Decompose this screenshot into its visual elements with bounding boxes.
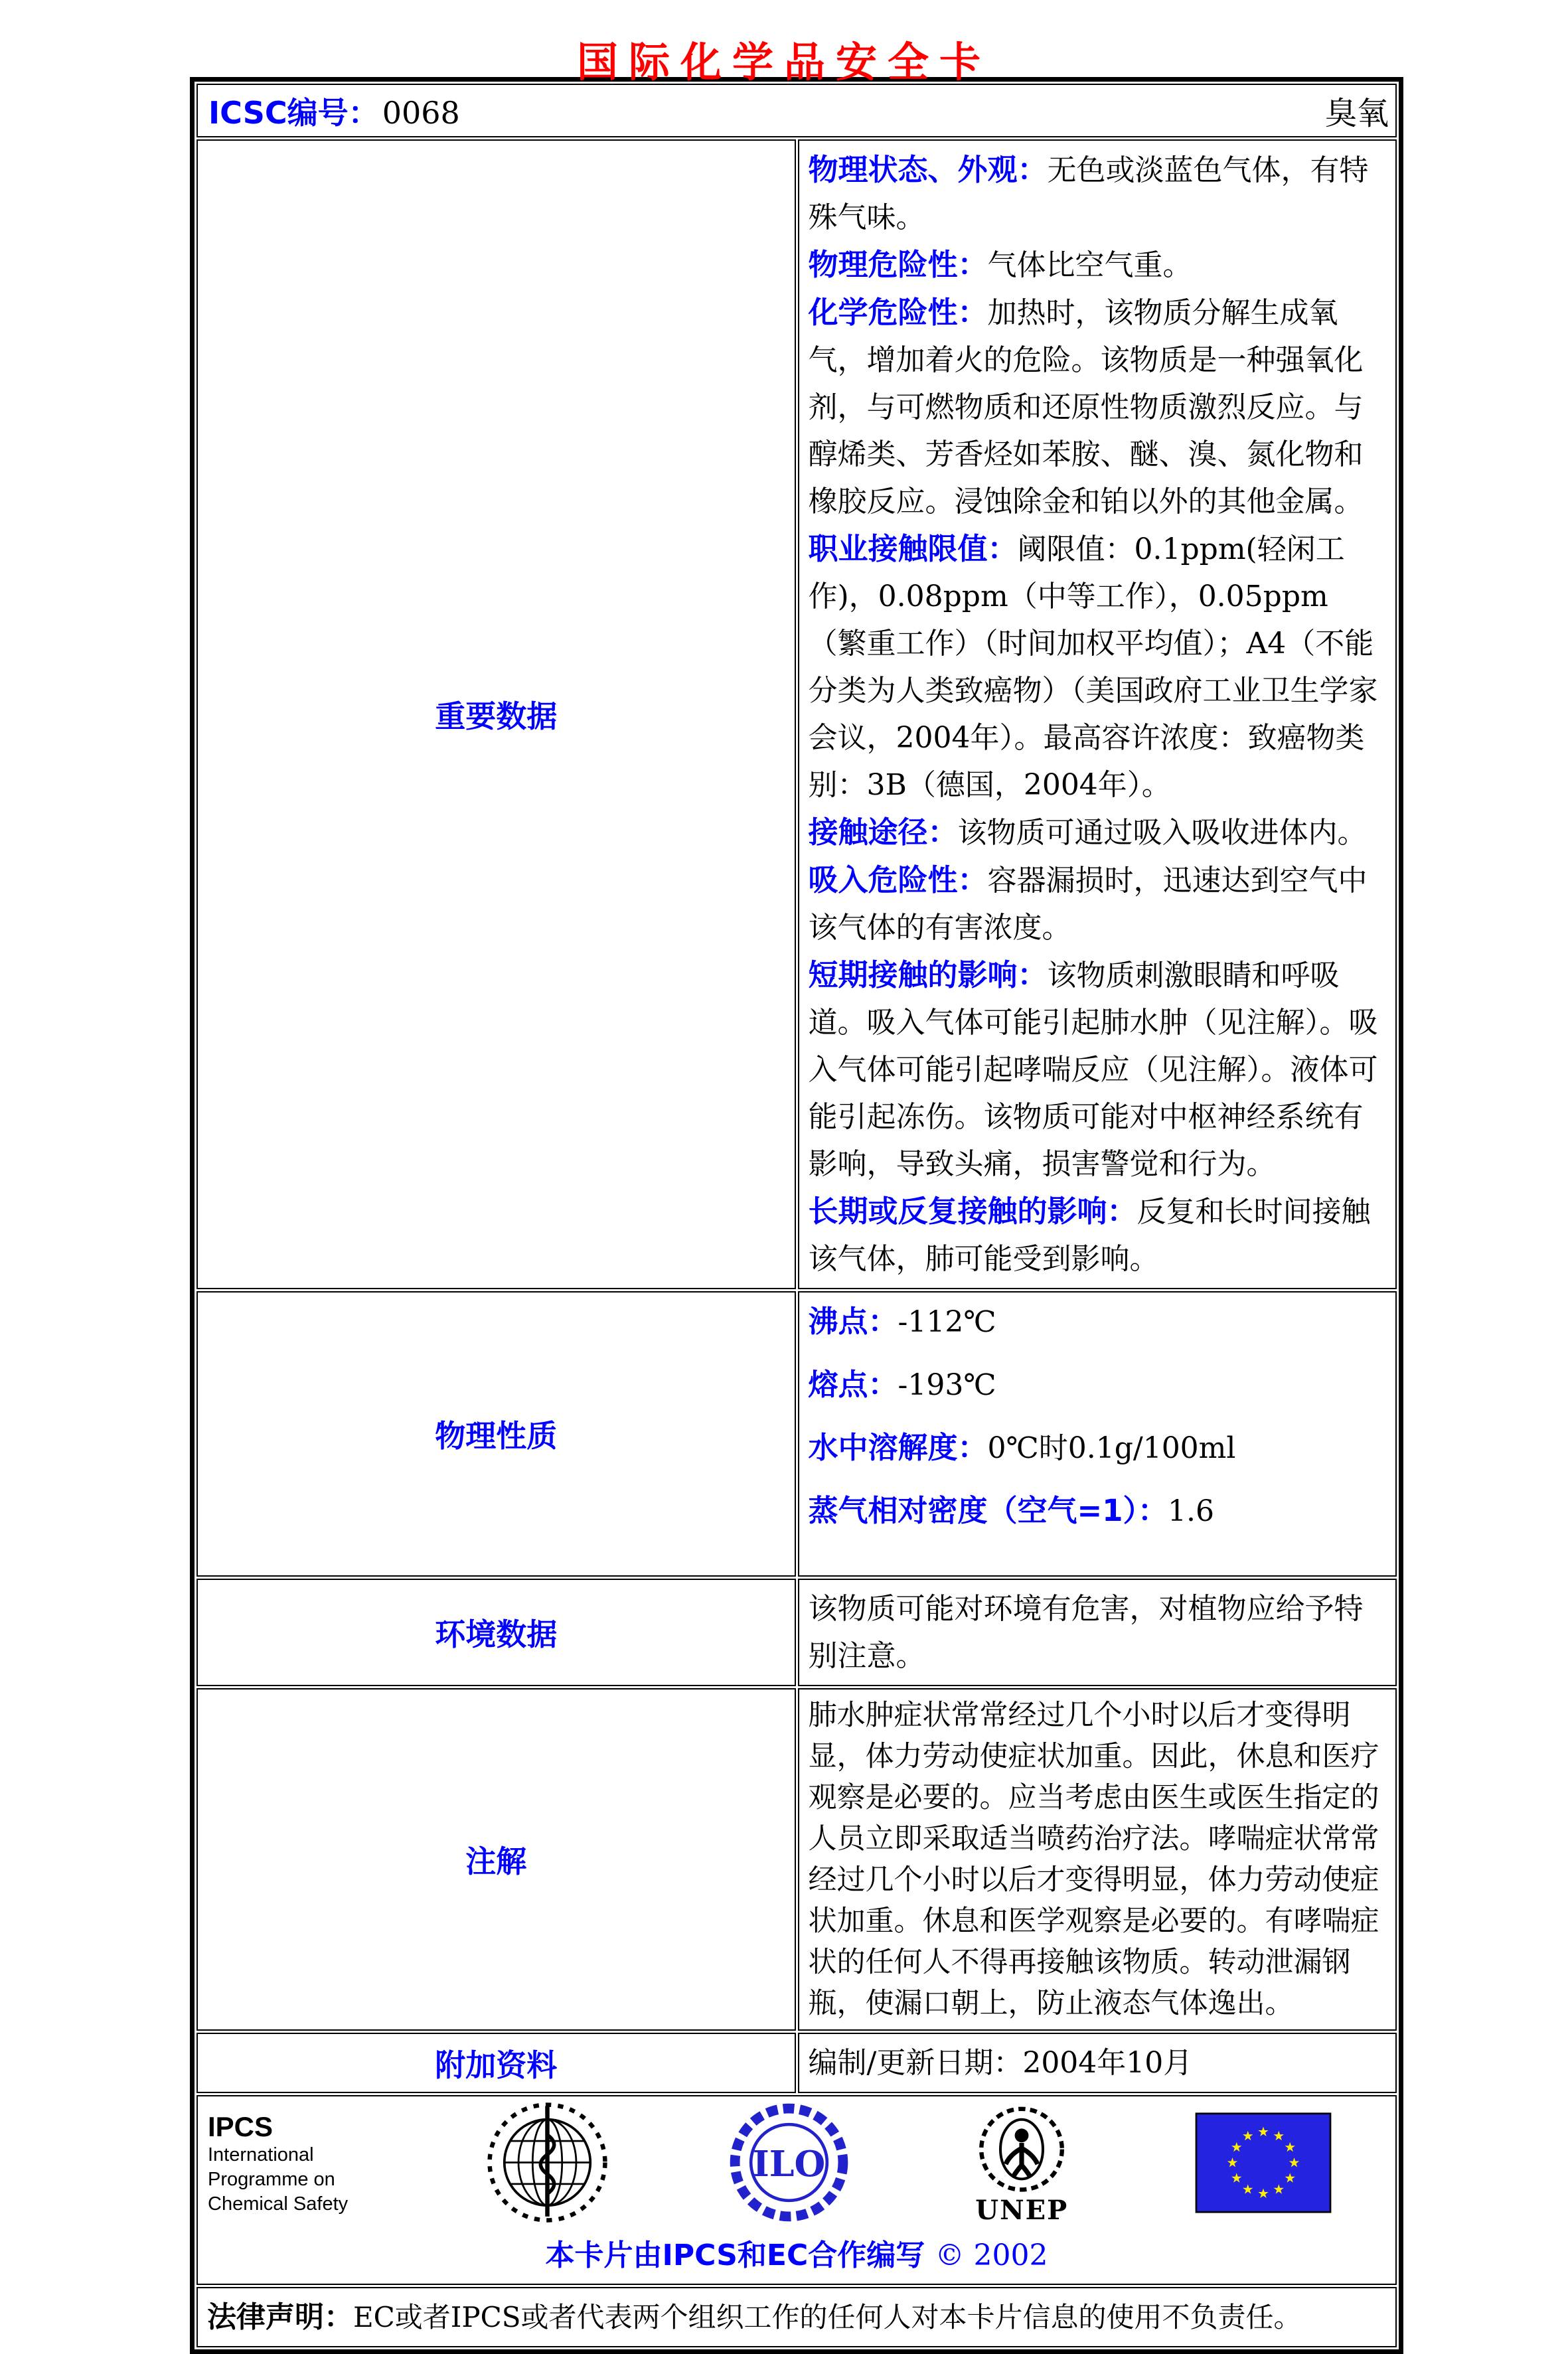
phys-item-vapor-density (809, 1487, 1385, 1535)
important-data-content (798, 139, 1397, 1289)
ipcs-title: IPCS (208, 2111, 274, 2142)
field-label: 职业接触限值： (808, 531, 1018, 566)
field-label: 水中溶解度： (808, 1430, 988, 1465)
field-text: 容器漏损时，迅速达到空气中该气体的有害浓度。 (808, 864, 1368, 945)
unep-logo-label: UNEP (975, 2194, 1069, 2226)
field-label: 蒸气相对密度（空气=1）： (808, 1493, 1168, 1528)
important-item-long-term-effects (809, 1188, 1385, 1283)
logos-row (196, 2095, 1397, 2285)
field-text: -193℃ (898, 1368, 996, 1402)
icsc-number-label: ICSC编号： (208, 94, 379, 131)
field-label: 短期接触的影响： (808, 957, 1048, 992)
legal-label: 法律声明： (207, 2300, 353, 2334)
ipcs-subtitle-line2: Programme on (208, 2169, 335, 2190)
field-label: 化学危险性： (808, 295, 988, 330)
notes-row (196, 1688, 1397, 2031)
ipcs-subtitle-line1: International (208, 2144, 314, 2165)
icsc-number-value: 0068 (382, 94, 460, 131)
credit-year: © 2002 (935, 2238, 1048, 2272)
field-text: 该物质刺激眼睛和呼吸道。吸入气体可能引起肺水肿（见注解）。吸入气体可能引起哮喘反应（见注解）。液体可能引起冻伤。该物质可能对中枢神经系统有影响，导致头痛，损害警觉和行为。 (808, 959, 1378, 1181)
field-text: 该物质可能对环境有危害，对植物应给予特别注意。 (808, 1592, 1364, 1673)
page-title: 国际化学品安全卡 (576, 38, 991, 86)
icsc-number-group (208, 89, 460, 133)
field-text: 无色或淡蓝色气体，有特殊气味。 (808, 153, 1369, 234)
important-item-exposure-limits (809, 525, 1385, 809)
credit-line (201, 2231, 1392, 2279)
phys-item-water-solubility (809, 1424, 1385, 1472)
environmental-data-content (798, 1579, 1397, 1686)
phys-item-boiling-point (809, 1298, 1385, 1346)
field-text: 0℃时0.1g/100ml (987, 1431, 1236, 1465)
field-label: 接触途径： (808, 815, 958, 850)
header-row (196, 84, 1397, 137)
field-text: 编制/更新日期：2004年10月 (808, 2046, 1193, 2080)
legal-text: EC或者IPCS或者代表两个组织工作的任何人对本卡片信息的使用不负责任。 (353, 2301, 1302, 2333)
field-text: -112℃ (898, 1305, 996, 1339)
physical-properties-row (196, 1291, 1397, 1577)
header-cell (196, 84, 1397, 137)
notes-content (798, 1688, 1397, 2031)
environmental-data-row (196, 1579, 1397, 1686)
physical-properties-section-label: 物理性质 (196, 1291, 796, 1577)
notes-section-label: 注解 (196, 1688, 796, 2031)
important-item-exposure-routes (809, 809, 1385, 856)
who-logo-icon (486, 2101, 609, 2227)
important-data-row (196, 139, 1397, 1289)
environmental-data-section-label: 环境数据 (196, 1579, 796, 1686)
field-label: 物理危险性： (808, 247, 988, 282)
chemical-name: 臭氧 (1324, 95, 1389, 132)
important-item-physical-state (809, 146, 1385, 241)
important-item-chemical-danger (809, 289, 1385, 525)
field-label: 物理状态、外观： (808, 152, 1048, 187)
svg-text:ILO: ILO (752, 2142, 826, 2185)
field-text: 肺水肿症状常常经过几个小时以后才变得明显，体力劳动使症状加重。因此，休息和医疗观察是必要的。应当考虑由医生或医生指定的人员立即采取适当喷药治疗法。哮喘症状常常经过几个小时以后才变得明显，体力劳动使症状加重。休息和医学观察是必要的。有哮喘症状的任何人不得再接触该物质。转动泄漏钢瓶，使漏口朝上，防止液态气体逸出。 (808, 1699, 1379, 2020)
icsc-card-table (190, 77, 1403, 2354)
field-label: 熔点： (808, 1367, 898, 1402)
field-text: 1.6 (1168, 1494, 1215, 1528)
credit-text: 本卡片由IPCS和EC合作编写 (545, 2238, 925, 2272)
important-item-short-term-effects (809, 951, 1385, 1188)
legal-cell (196, 2287, 1397, 2347)
field-text: 该物质可通过吸入吸收进体内。 (957, 816, 1367, 850)
additional-info-row (196, 2033, 1397, 2093)
field-text: 反复和长时间接触该气体，肺可能受到影响。 (808, 1195, 1371, 1276)
important-item-inhalation-risk (809, 856, 1385, 951)
field-text: 气体比空气重。 (987, 248, 1192, 282)
field-label: 长期或反复接触的影响： (808, 1194, 1137, 1229)
unep-logo-icon (969, 2104, 1075, 2224)
ipcs-subtitle-line3: Chemical Safety (208, 2193, 349, 2215)
additional-info-content (798, 2033, 1397, 2093)
ipcs-text-block (201, 2111, 427, 2217)
field-label: 吸入危险性： (808, 862, 988, 898)
logos-cell (196, 2095, 1397, 2285)
important-data-section-label: 重要数据 (196, 139, 796, 1289)
physical-properties-content (798, 1291, 1397, 1577)
additional-info-section-label: 附加资料 (196, 2033, 796, 2093)
eu-flag-icon (1194, 2112, 1333, 2216)
field-text: 加热时，该物质分解生成氧气，增加着火的危险。该物质是一种强氧化剂，与可燃物质和还原性物质激烈反应。与醇烯类、芳香烃如苯胺、醚、溴、氮化物和橡胶反应。浸蚀除金和铂以外的其他金属。 (808, 296, 1364, 518)
ilo-logo-icon (728, 2101, 850, 2227)
field-label: 沸点： (808, 1304, 898, 1339)
important-item-physical-danger (809, 241, 1385, 289)
legal-row (196, 2287, 1397, 2347)
field-text: 阈限值：0.1ppm(轻闲工作)，0.08ppm（中等工作），0.05ppm（繁重工作）（时间加权平均值）；A4（不能分类为人类致癌物）（美国政府工业卫生学家会议，2004年）。最高容许浓度：致癌物类别：3B（德国，2004年）。 (808, 532, 1378, 802)
phys-item-melting-point (809, 1361, 1385, 1409)
